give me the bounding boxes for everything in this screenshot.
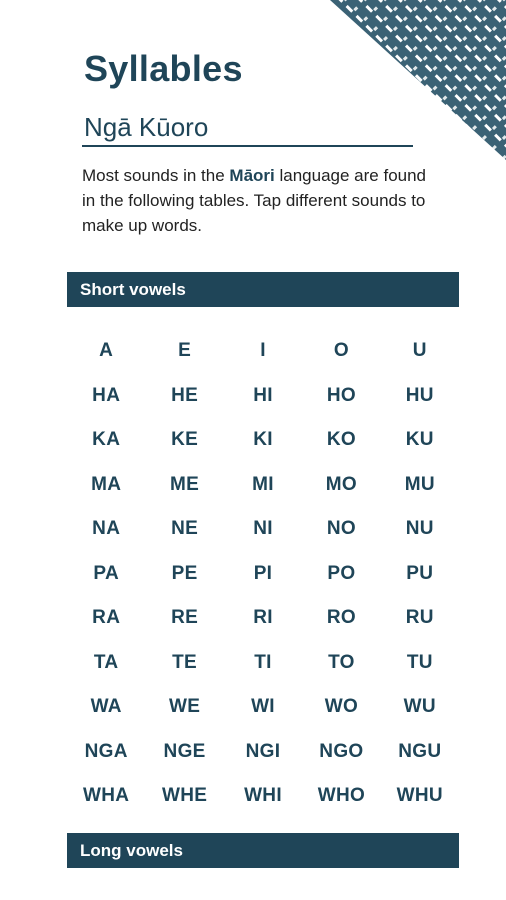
syllable-button[interactable]: HI: [253, 384, 273, 406]
syllable-button[interactable]: PO: [327, 562, 356, 584]
syllable-button[interactable]: RU: [405, 607, 434, 629]
intro-text-bold: Māori: [229, 166, 275, 185]
syllable-button[interactable]: WE: [168, 696, 201, 718]
syllable-button[interactable]: RO: [326, 607, 356, 629]
syllable-button[interactable]: WHI: [244, 785, 282, 807]
syllable-button[interactable]: NGA: [84, 740, 128, 762]
syllable-button[interactable]: KI: [253, 429, 273, 451]
syllable-button[interactable]: NGO: [319, 740, 364, 762]
syllable-button[interactable]: WI: [251, 696, 275, 718]
syllable-button[interactable]: TO: [328, 651, 355, 673]
syllable-button[interactable]: WHA: [83, 785, 130, 807]
syllable-button[interactable]: PU: [406, 562, 434, 584]
subtitle-underline: [82, 145, 413, 147]
syllable-button[interactable]: HO: [326, 384, 356, 406]
syllable-button[interactable]: MO: [325, 473, 357, 495]
syllable-button[interactable]: WU: [403, 696, 436, 718]
syllable-button[interactable]: KE: [171, 429, 199, 451]
syllable-button[interactable]: NGI: [245, 740, 281, 762]
syllable-button[interactable]: PI: [253, 562, 273, 584]
syllable-button[interactable]: NGE: [163, 740, 206, 762]
syllable-button[interactable]: A: [99, 340, 114, 362]
syllable-button[interactable]: TU: [406, 651, 433, 673]
syllable-button[interactable]: E: [178, 340, 192, 362]
syllable-button[interactable]: RE: [171, 607, 199, 629]
intro-text-end: language are found in the following tables. Tap different sounds to make up words.: [82, 166, 427, 235]
syllable-button[interactable]: NU: [405, 518, 434, 540]
syllable-button[interactable]: MA: [91, 473, 122, 495]
syllable-button[interactable]: RA: [92, 607, 121, 629]
syllable-button[interactable]: WA: [90, 696, 122, 718]
syllable-button[interactable]: WHU: [396, 785, 443, 807]
syllable-button[interactable]: O: [333, 340, 349, 362]
section-header-long-vowels[interactable]: Long vowels: [67, 833, 459, 868]
section-header-short-vowels: Short vowels: [67, 272, 459, 307]
syllable-button[interactable]: MI: [252, 473, 274, 495]
syllable-button[interactable]: PA: [93, 562, 119, 584]
syllable-button[interactable]: NO: [326, 518, 356, 540]
page-subtitle: Ngā Kūoro: [84, 112, 209, 142]
syllable-button[interactable]: WHE: [161, 785, 208, 807]
syllable-button[interactable]: NE: [171, 518, 199, 540]
syllable-button[interactable]: ME: [170, 473, 200, 495]
syllable-button[interactable]: TE: [172, 651, 198, 673]
syllable-button[interactable]: KU: [405, 429, 434, 451]
syllable-button[interactable]: WO: [324, 696, 359, 718]
syllable-button[interactable]: NA: [92, 518, 121, 540]
intro-text-start: Most sounds in the: [82, 166, 230, 185]
syllable-button[interactable]: TA: [93, 651, 119, 673]
intro-text: [82, 163, 442, 238]
syllable-button[interactable]: MU: [404, 473, 435, 495]
page-title: Syllables: [84, 48, 243, 89]
syllable-button[interactable]: U: [412, 340, 427, 362]
syllable-button[interactable]: TI: [254, 651, 272, 673]
syllable-button[interactable]: KA: [92, 429, 121, 451]
syllable-button[interactable]: KO: [326, 429, 356, 451]
syllable-button[interactable]: NGU: [398, 740, 442, 762]
syllable-button[interactable]: PE: [171, 562, 198, 584]
short-vowels-grid: [67, 329, 459, 819]
syllable-button[interactable]: NI: [253, 518, 273, 540]
syllable-button[interactable]: HA: [92, 384, 121, 406]
woven-pattern-decoration: [330, 0, 506, 160]
syllable-button[interactable]: I: [260, 340, 266, 362]
syllable-button[interactable]: HU: [405, 384, 434, 406]
syllable-button[interactable]: HE: [171, 384, 199, 406]
syllable-button[interactable]: RI: [253, 607, 273, 629]
syllable-button[interactable]: WHO: [317, 785, 366, 807]
